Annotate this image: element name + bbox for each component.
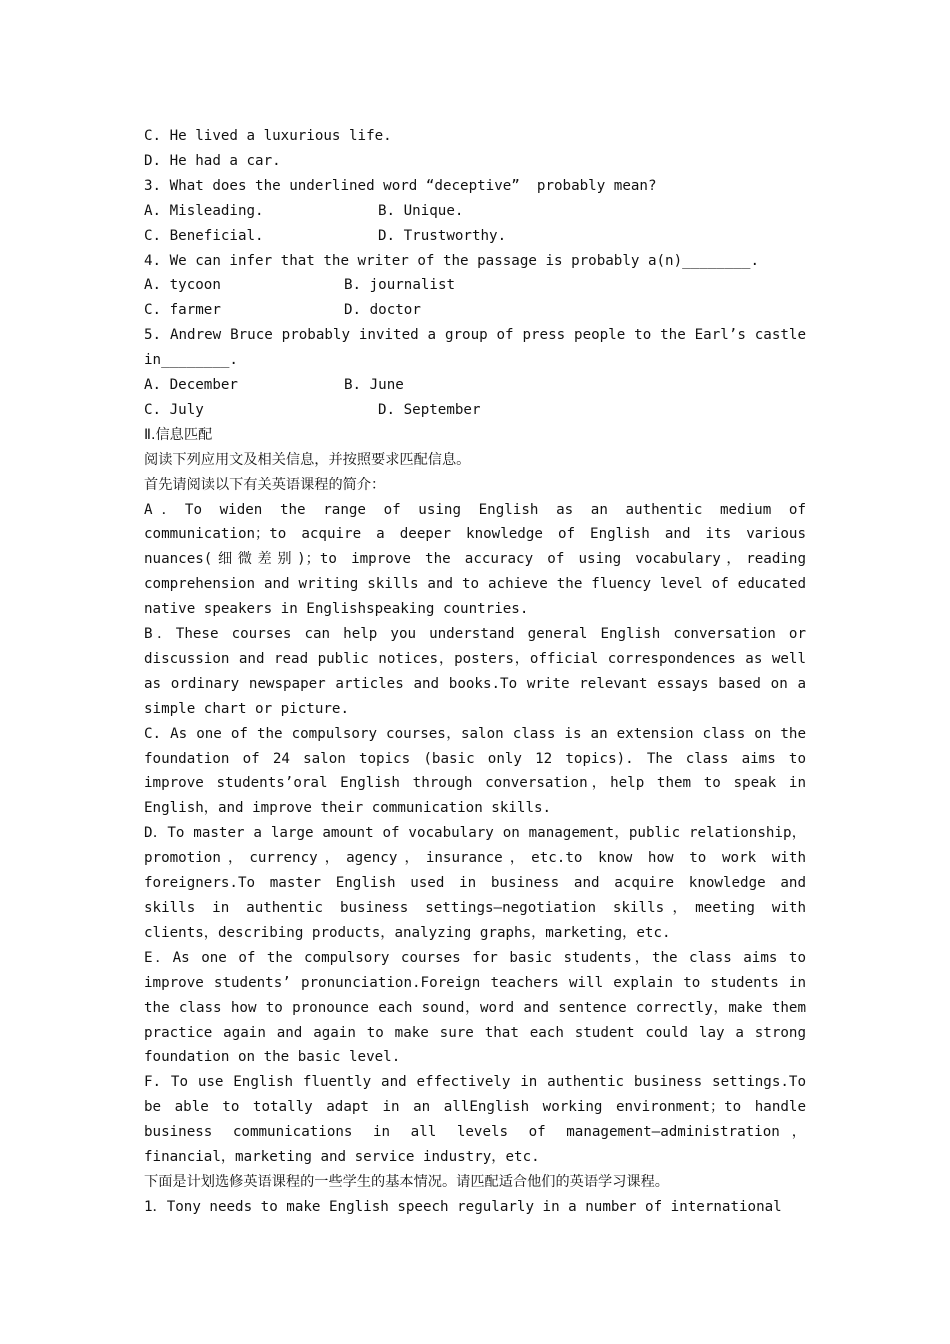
- students-intro: 下面是计划选修英语课程的一些学生的基本情况。请匹配适合他们的英语学习课程。: [144, 1173, 669, 1190]
- q3-option-c: C. Beneficial.: [144, 227, 264, 244]
- q3-option-a: A. Misleading.: [144, 202, 264, 219]
- section-2-instructions: 阅读下列应用文及相关信息，并按照要求匹配信息。: [144, 451, 471, 468]
- question-5: 5. Andrew Bruce probably invited a group of press people to the Earl’s castle in________.: [144, 327, 806, 369]
- q5-option-d: D. September: [378, 401, 481, 418]
- course-c-description: C. As one of the compulsory courses，salon class is an extension class on the foundation of 24 salon topics (basic only 12 topics). The class aims to improve students’oral English through conversation，help them to speak in English，and improve their communication skills.: [144, 725, 806, 817]
- q4-option-d: D. doctor: [344, 302, 421, 319]
- section-2-title: Ⅱ.信息匹配: [144, 426, 213, 443]
- course-a-description: A．To widen the range of using English as an authentic medium of communication；to acquire a deeper knowledge of English and its various nuances(细微差别)；to improve the accuracy of using vocabulary，reading comprehension and writing skills and to achieve the fluency level of educated native speakers in Englishspeaking countries.: [144, 501, 806, 618]
- course-b-description: B．These courses can help you understand general English conversation or discussion and read public notices，posters，official correspondences as well as ordinary newspaper articles and books.To write relevant essays based on a simple chart or picture.: [144, 626, 806, 717]
- q5-option-a: A. December: [144, 377, 238, 393]
- question-3-options-row-2: [144, 224, 806, 249]
- question-4-options-row-1: [144, 273, 806, 298]
- q4-option-b: B. journalist: [344, 277, 456, 294]
- q4-option-c: C. farmer: [144, 302, 221, 319]
- option-c-luxurious-life: C. He lived a luxurious life.: [144, 128, 392, 144]
- question-5-options-row-1: [144, 373, 806, 398]
- course-d-description: D．To master a large amount of vocabulary on management，public relationship，promotion，currency，agency，insurance，etc.to know how to work with foreigners.To master English used in business and acquire knowledge and skills in authentic business settings—negotiation skills，meeting with clients，describing products，analyzing graphs，marketing，etc.: [144, 825, 806, 941]
- q3-option-d: D. Trustworthy.: [378, 227, 507, 244]
- option-d-had-car: D. He had a car.: [144, 152, 281, 169]
- question-3: 3. What does the underlined word “deceptive” probably mean?: [144, 177, 657, 194]
- student-1-description: 1．Tony needs to make English speech regularly in a number of international: [144, 1198, 782, 1215]
- question-5-options-row-2: [144, 398, 806, 423]
- question-3-options-row-1: [144, 199, 806, 224]
- course-e-description: E．As one of the compulsory courses for basic students，the class aims to improve students’ pronunciation.Foreign teachers will explain to students in the class how to pronounce each sound，word and sentence correctly，make them practice again and again to make sure that each student could lay a strong foundation on the basic level.: [144, 949, 806, 1066]
- question-4: 4. We can infer that the writer of the passage is probably a(n)________.: [144, 252, 759, 269]
- q3-option-b: B. Unique.: [378, 202, 464, 219]
- course-f-description: F. To use English fluently and effectively in authentic business settings.To be able to totally adapt in an allEnglish working environment；to handle business communications in all levels of management—administration，financial，marketing and service industry，etc.: [144, 1074, 806, 1166]
- q5-option-c: C. July: [144, 401, 204, 418]
- q4-option-a: A. tycoon: [144, 277, 221, 294]
- q5-option-b: B. June: [344, 377, 404, 393]
- question-4-options-row-2: [144, 298, 806, 323]
- document-page: [144, 124, 806, 1220]
- courses-intro: 首先请阅读以下有关英语课程的简介：: [144, 476, 386, 493]
